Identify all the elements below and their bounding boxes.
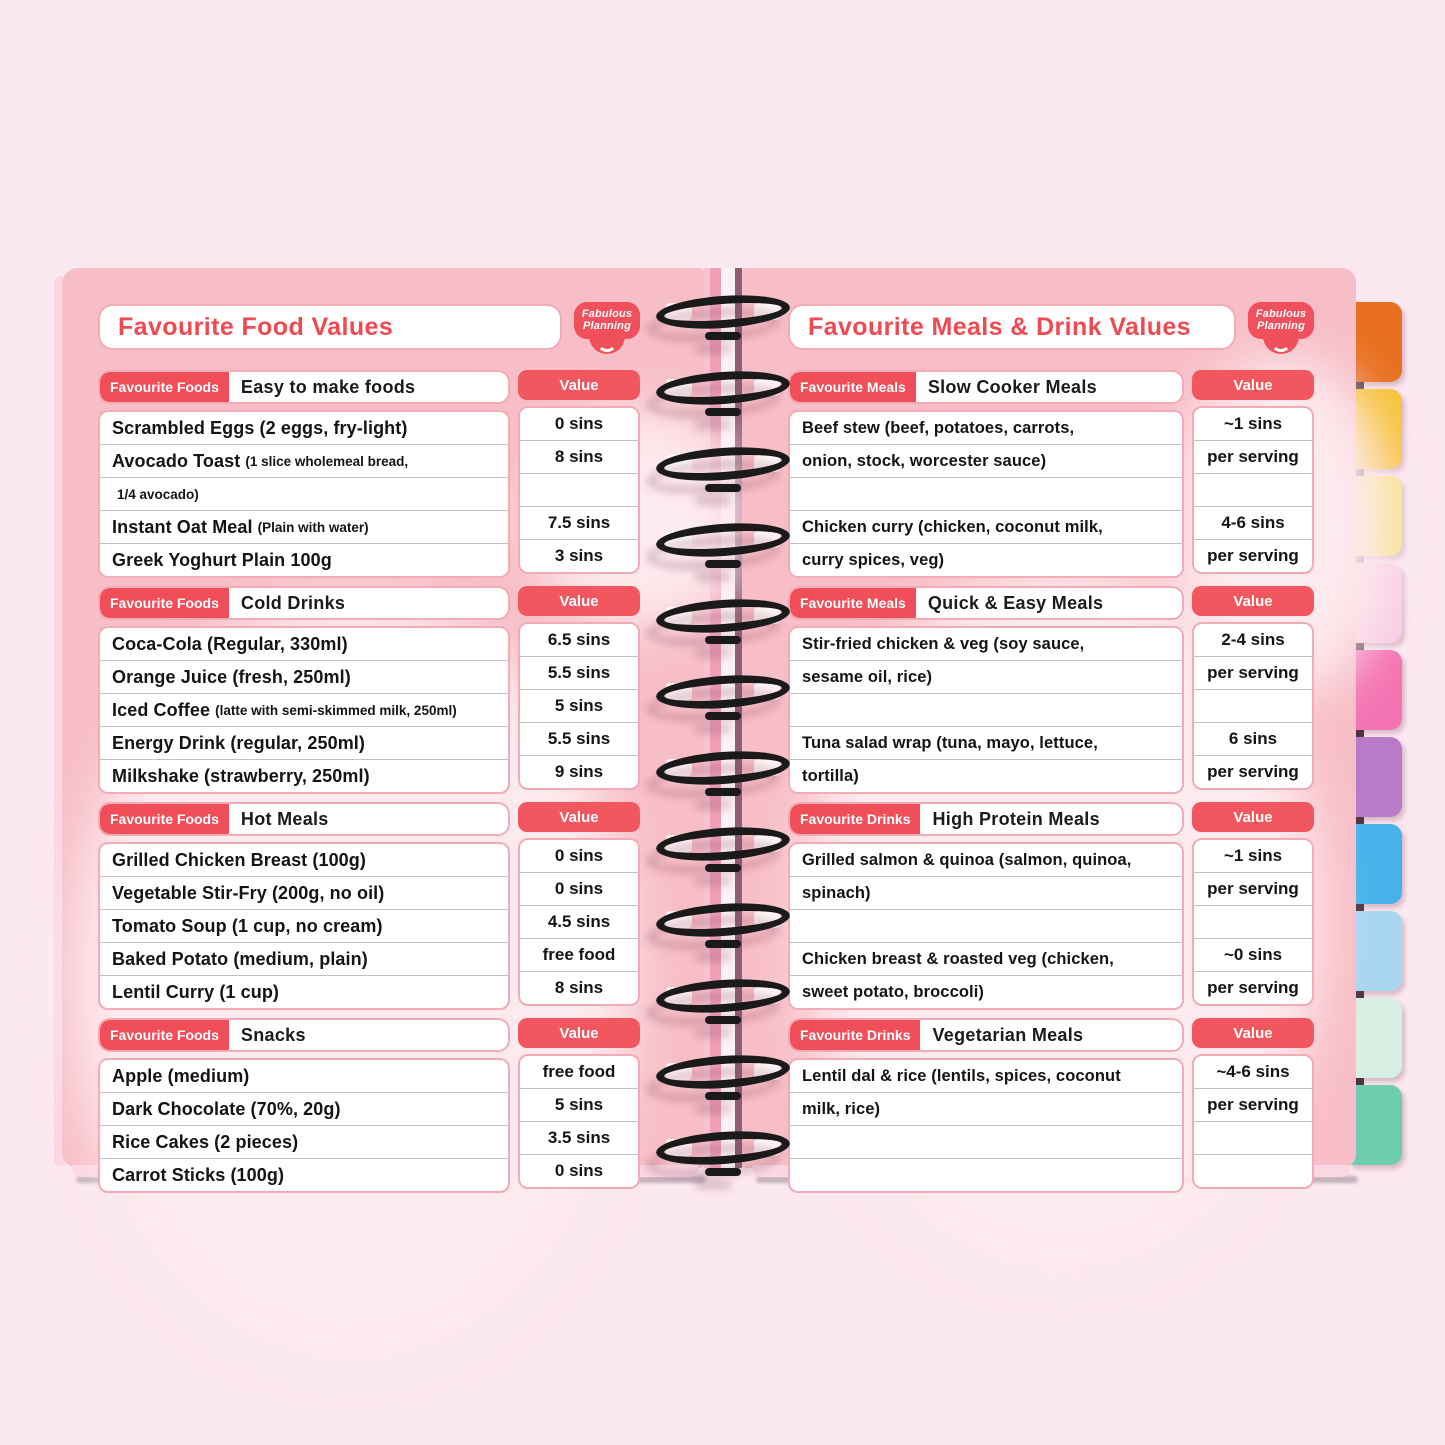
table-row [100, 661, 508, 694]
section-header [98, 586, 510, 620]
meal-table [788, 1058, 1184, 1193]
table-row [790, 1060, 1182, 1093]
section-slow-cooker-meals [788, 370, 1314, 578]
value-header: Value [1192, 370, 1314, 400]
section-header [98, 370, 510, 404]
table-row [100, 1159, 508, 1191]
table-row [790, 694, 1182, 727]
table-row [790, 844, 1182, 877]
value-header: Value [518, 1018, 640, 1048]
page-title-box [788, 304, 1236, 350]
food-name: Vegetable Stir-Fry (200g, no oil) [112, 882, 385, 903]
logo-smile-icon [589, 336, 625, 354]
binder-tab-orange [1350, 302, 1402, 382]
table-row [790, 1159, 1182, 1191]
food-name: Instant Oat Meal [112, 516, 253, 537]
value-cell: ~1 sins [1194, 408, 1312, 441]
food-table [98, 842, 510, 1010]
value-cell: ~4-6 sins [1194, 1056, 1312, 1089]
food-name: Scrambled Eggs (2 eggs, fry-light) [112, 417, 408, 438]
spiral-coil [656, 1056, 790, 1088]
meal-name: Stir-fried chicken & veg (soy sauce, [802, 634, 1085, 653]
value-cell: ~0 sins [1194, 939, 1312, 972]
value-table [1192, 1054, 1314, 1189]
spiral-coil [656, 1132, 790, 1164]
value-header: Value [1192, 802, 1314, 832]
table-row [790, 661, 1182, 694]
meal-name: spinach) [802, 883, 871, 902]
value-cell: 4.5 sins [520, 906, 638, 939]
spiral-coil [656, 296, 790, 328]
value-header: Value [518, 802, 640, 832]
section-name: Easy to make foods [240, 376, 416, 397]
value-cell: per serving [1207, 546, 1299, 565]
value-cell: 0 sins [520, 873, 638, 906]
meal-name: Tuna salad wrap (tuna, mayo, lettuce, [802, 733, 1098, 752]
logo-line-2: Planning [1256, 319, 1306, 332]
section-name: Slow Cooker Meals [927, 376, 1097, 397]
value-cell [520, 474, 638, 507]
food-table [98, 626, 510, 794]
table-row [790, 910, 1182, 943]
table-row [790, 877, 1182, 910]
value-cell: free food [520, 939, 638, 972]
value-cell: 5 sins [520, 1089, 638, 1122]
table-row [100, 760, 508, 792]
value-cell: per serving [1207, 978, 1299, 997]
page-title: Favourite Meals & Drink Values [808, 312, 1191, 341]
value-cell [1194, 1122, 1312, 1155]
meal-name: sweet potato, broccoli) [802, 982, 984, 1001]
left-page-header [98, 304, 640, 356]
section-quick-easy-meals [788, 586, 1314, 794]
meal-name: curry spices, veg) [802, 550, 945, 569]
table-row [100, 1060, 508, 1093]
table-row [790, 511, 1182, 544]
value-table [518, 1054, 640, 1189]
food-detail: (Plain with water) [257, 519, 369, 535]
section-header [788, 586, 1184, 620]
food-name: Rice Cakes (2 pieces) [112, 1131, 299, 1152]
meal-name: onion, stock, worcester sauce) [802, 451, 1047, 470]
section-header [788, 802, 1184, 836]
section-easy-to-make-foods [98, 370, 640, 578]
value-table [1192, 406, 1314, 574]
food-detail: (latte with semi-skimmed milk, 250ml) [215, 702, 457, 718]
logo-line-1: Fabulous [1255, 308, 1307, 320]
table-row [100, 877, 508, 910]
table-row [100, 727, 508, 760]
fabulous-planning-logo [574, 302, 640, 354]
spiral-coil [656, 980, 790, 1012]
binder-tab-pale-blue [1350, 911, 1402, 991]
left-page [62, 268, 704, 1185]
right-page-header [788, 304, 1314, 356]
value-cell: free food [520, 1056, 638, 1089]
section-high-protein-meals [788, 802, 1314, 1010]
section-badge: Favourite Meals [790, 372, 916, 402]
section-header [788, 1018, 1184, 1052]
value-cell: ~1 sins [1194, 840, 1312, 873]
value-cell: 0 sins [520, 408, 638, 441]
fabulous-planning-logo [1248, 302, 1314, 354]
table-row [100, 628, 508, 661]
value-header: Value [1192, 1018, 1314, 1048]
spiral-coil [656, 752, 790, 784]
section-badge: Favourite Foods [100, 588, 229, 618]
spiral-coil [656, 904, 790, 936]
food-name: Milkshake (strawberry, 250ml) [112, 765, 370, 786]
food-name: Coca-Cola (Regular, 330ml) [112, 633, 348, 654]
spiral-coil [656, 600, 790, 632]
table-row [100, 1126, 508, 1159]
table-row [790, 1126, 1182, 1159]
food-name: Grilled Chicken Breast (100g) [112, 849, 366, 870]
food-name: Iced Coffee [112, 699, 211, 720]
section-name: Quick & Easy Meals [927, 592, 1104, 613]
page-title-box [98, 304, 562, 350]
section-name: Snacks [240, 1024, 306, 1045]
value-cell: per serving [1194, 873, 1312, 906]
value-table [518, 838, 640, 1006]
value-header: Value [1192, 586, 1314, 616]
value-cell: 8 sins [520, 441, 638, 474]
value-cell: per serving [1194, 1089, 1312, 1122]
food-name: Apple (medium) [112, 1065, 250, 1086]
section-header [98, 802, 510, 836]
section-header [98, 1018, 510, 1052]
meal-name: Chicken breast & roasted veg (chicken, [802, 949, 1114, 968]
value-cell: 9 sins [554, 762, 604, 781]
section-cold-drinks [98, 586, 640, 794]
table-row [790, 544, 1182, 576]
binder-tab-teal [1350, 1085, 1402, 1165]
value-cell: 5.5 sins [520, 657, 638, 690]
value-cell: per serving [1194, 657, 1312, 690]
table-row [790, 412, 1182, 445]
section-badge: Favourite Foods [100, 804, 229, 834]
table-row [100, 694, 508, 727]
value-table [518, 406, 640, 574]
table-row [790, 943, 1182, 976]
section-snacks [98, 1018, 640, 1193]
table-row [790, 727, 1182, 760]
food-name: Lentil Curry (1 cup) [112, 981, 280, 1002]
section-hot-meals [98, 802, 640, 1010]
table-row [100, 844, 508, 877]
table-row [100, 445, 508, 478]
food-name: Avocado Toast [112, 450, 241, 471]
value-table [518, 622, 640, 790]
section-name: High Protein Meals [932, 808, 1100, 829]
logo-line-2: Planning [582, 319, 632, 332]
value-cell: 4-6 sins [1194, 507, 1312, 540]
value-header: Value [518, 370, 640, 400]
section-badge: Favourite Drinks [790, 804, 920, 834]
section-badge: Favourite Meals [790, 588, 916, 618]
table-row [790, 478, 1182, 511]
meal-name: tortilla) [802, 766, 859, 785]
table-row [100, 910, 508, 943]
value-cell: 3.5 sins [520, 1122, 638, 1155]
section-badge: Favourite Drinks [790, 1020, 920, 1050]
spiral-coil [656, 372, 790, 404]
meal-table [788, 410, 1184, 578]
spiral-coil [656, 676, 790, 708]
section-badge: Favourite Foods [100, 372, 229, 402]
page-title: Favourite Food Values [118, 312, 394, 341]
meal-name: Lentil dal & rice (lentils, spices, coconut [802, 1066, 1121, 1085]
binder-tab-hot-pink [1350, 650, 1402, 730]
table-row [100, 1093, 508, 1126]
value-table [1192, 622, 1314, 790]
table-row [100, 478, 508, 511]
value-cell [1194, 690, 1312, 723]
value-cell: 3 sins [554, 546, 604, 565]
value-cell: per serving [1207, 762, 1299, 781]
value-header: Value [518, 586, 640, 616]
value-cell: 0 sins [554, 1161, 604, 1180]
value-cell [1194, 906, 1312, 939]
table-row [790, 1093, 1182, 1126]
binder-tab-blue [1350, 824, 1402, 904]
section-header [788, 370, 1184, 404]
value-cell: 7.5 sins [520, 507, 638, 540]
value-cell [1194, 474, 1312, 507]
binder-tab-pale-mint [1350, 998, 1402, 1078]
food-name: Energy Drink (regular, 250ml) [112, 732, 365, 753]
value-cell: per serving [1194, 441, 1312, 474]
table-row [100, 544, 508, 576]
value-cell: 8 sins [554, 978, 604, 997]
table-row [100, 976, 508, 1008]
meal-name: Grilled salmon & quinoa (salmon, quinoa, [802, 850, 1132, 869]
value-cell: 6 sins [1194, 723, 1312, 756]
meal-name: Chicken curry (chicken, coconut milk, [802, 517, 1103, 536]
food-table [98, 1058, 510, 1193]
meal-name: Beef stew (beef, potatoes, carrots, [802, 418, 1075, 437]
value-cell [1194, 1155, 1312, 1187]
table-row [790, 445, 1182, 478]
food-name: Baked Potato (medium, plain) [112, 948, 368, 969]
food-name: Dark Chocolate (70%, 20g) [112, 1098, 341, 1119]
food-name: Tomato Soup (1 cup, no cream) [112, 915, 383, 936]
section-vegetarian-meals [788, 1018, 1314, 1193]
value-cell: 0 sins [520, 840, 638, 873]
meal-table [788, 626, 1184, 794]
right-page [742, 268, 1356, 1168]
spiral-coil [656, 524, 790, 556]
food-name: Carrot Sticks (100g) [112, 1164, 285, 1185]
table-row [790, 628, 1182, 661]
section-name: Hot Meals [240, 808, 329, 829]
value-cell: 5.5 sins [520, 723, 638, 756]
spiral-coil [656, 828, 790, 860]
section-badge: Favourite Foods [100, 1020, 229, 1050]
food-detail: (1 slice wholemeal bread, [245, 453, 409, 469]
meal-name: sesame oil, rice) [802, 667, 933, 686]
table-row [790, 976, 1182, 1008]
table-row [100, 412, 508, 445]
section-name: Cold Drinks [240, 592, 346, 613]
table-row [790, 760, 1182, 792]
meal-table [788, 842, 1184, 1010]
food-table [98, 410, 510, 578]
spiral-coil [656, 448, 790, 480]
logo-smile-icon [1263, 336, 1299, 354]
food-detail: 1/4 avocado) [117, 486, 199, 502]
value-cell: 2-4 sins [1194, 624, 1312, 657]
food-name: Orange Juice (fresh, 250ml) [112, 666, 351, 687]
section-name: Vegetarian Meals [932, 1024, 1084, 1045]
value-table [1192, 838, 1314, 1006]
table-row [100, 511, 508, 544]
food-name: Greek Yoghurt Plain 100g [112, 549, 332, 570]
binder-tab-purple [1350, 737, 1402, 817]
value-cell: 5 sins [520, 690, 638, 723]
meal-name: milk, rice) [802, 1099, 881, 1118]
value-cell: 6.5 sins [520, 624, 638, 657]
table-row [100, 943, 508, 976]
logo-line-1: Fabulous [581, 308, 633, 320]
